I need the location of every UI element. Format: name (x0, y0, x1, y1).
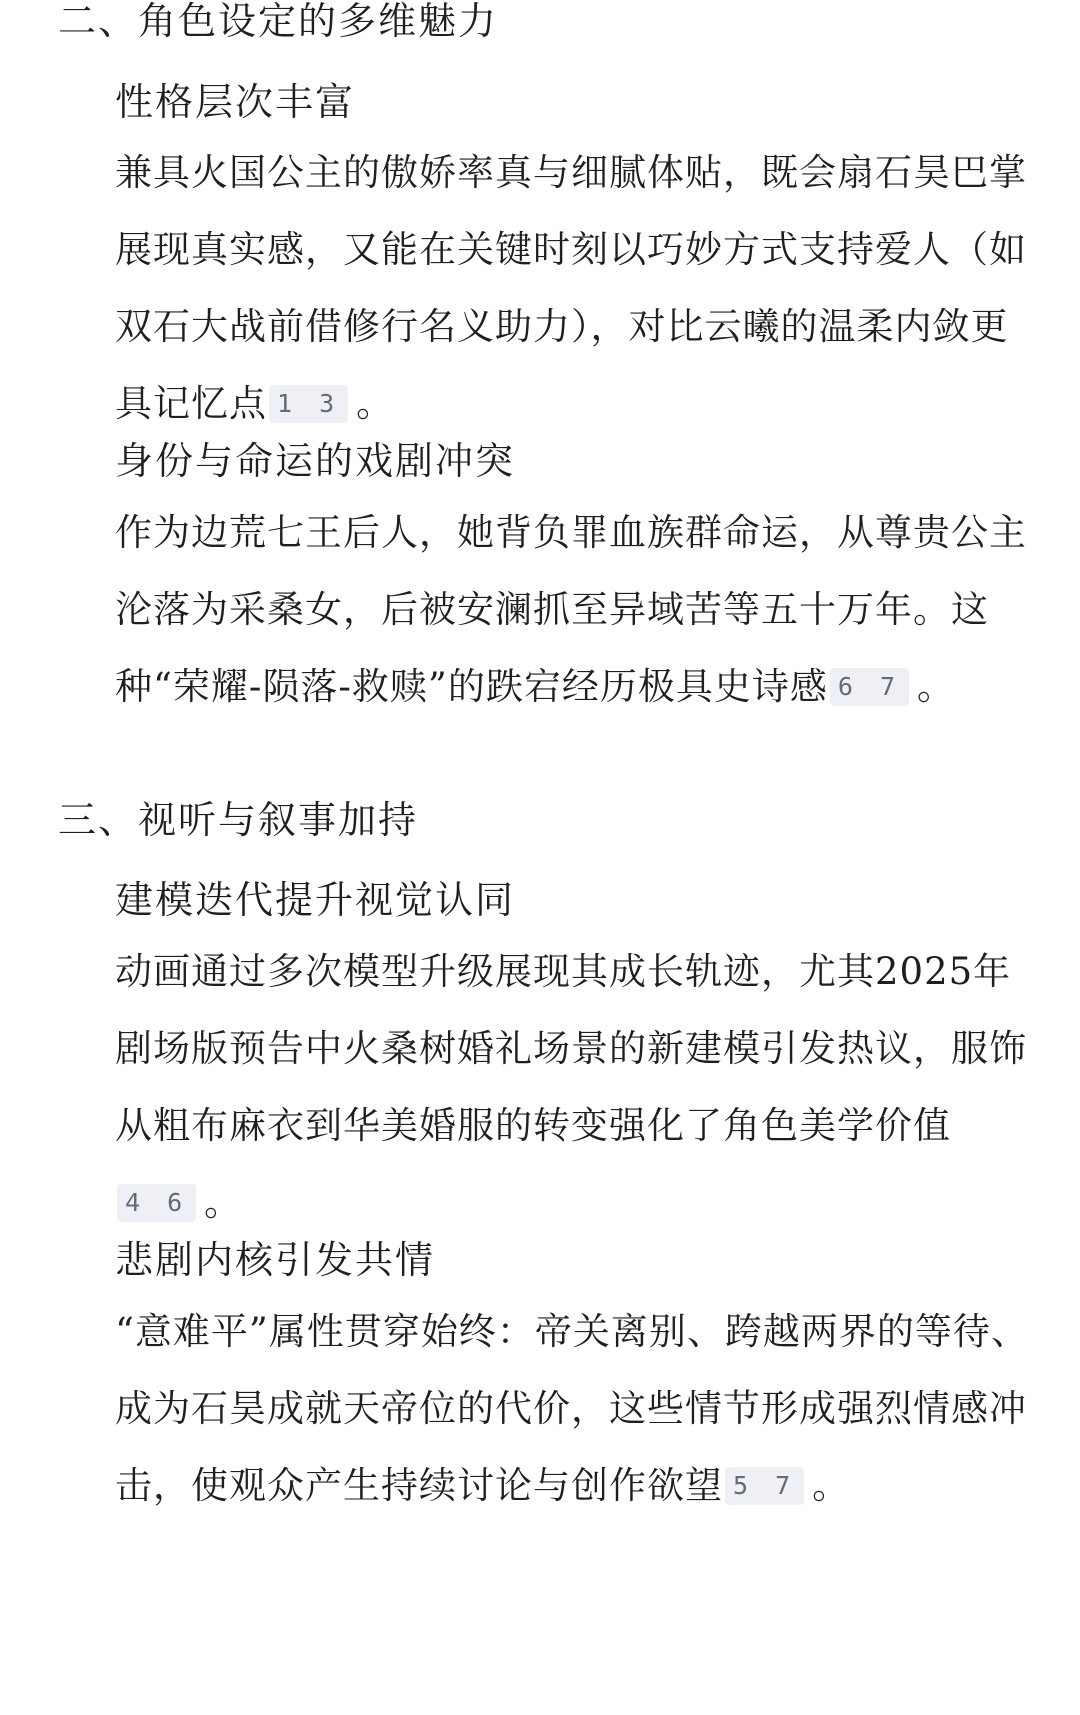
paragraph-end-punct: 。 (356, 382, 395, 425)
paragraph-end-punct: 。 (812, 1464, 851, 1507)
citation-badge[interactable]: 5 7 (725, 1467, 804, 1505)
paragraph-personality (115, 134, 1030, 442)
paragraph-identity (115, 494, 1030, 725)
paragraph-modeling (115, 933, 1030, 1241)
paragraph-end-punct: 。 (917, 665, 955, 708)
paragraph-text: 作为边荒七王后人，她背负罪血族群命运，从尊贵公主沦落为采桑女，后被安澜抓至异域苦等五十万年。这种“荣耀-陨落-救赎”的跌宕经历极具史诗感 (115, 511, 1027, 708)
paragraph-text: 兼具火国公主的傲娇率真与细腻体贴，既会扇石昊巴掌展现真实感，又能在关键时刻以巧妙方式支持爱人（如双石大战前借修行名义助力），对比云曦的温柔内敛更具记忆点 (115, 151, 1027, 425)
subsection-title-identity: 身份与命运的戏剧冲突 (115, 439, 516, 483)
citation-badge[interactable]: 1 3 (269, 385, 348, 423)
section-title-character: 二、角色设定的多维魅力 (58, 0, 499, 43)
subsection-title-tragedy: 悲剧内核引发共情 (115, 1238, 436, 1282)
paragraph-text: 动画通过多次模型升级展现其成长轨迹，尤其2025年剧场版预告中火桑树婚礼场景的新建模引发热议，服饰从粗布麻衣到华美婚服的转变强化了角色美学价值 (115, 950, 1027, 1147)
paragraph-text: “意难平”属性贯穿始终：帝关离别、跨越两界的等待、成为石昊成就天帝位的代价，这些情节形成强烈情感冲击，使观众产生持续讨论与创作欲望 (115, 1310, 1029, 1507)
subsection-title-personality: 性格层次丰富 (115, 80, 356, 124)
citation-badge[interactable]: 4 6 (117, 1184, 196, 1222)
paragraph-end-punct: 。 (204, 1181, 243, 1224)
citation-badge[interactable]: 6 7 (830, 668, 909, 706)
subsection-title-modeling: 建模迭代提升视觉认同 (115, 878, 516, 922)
section-title-audiovisual: 三、视听与叙事加持 (58, 798, 419, 842)
paragraph-tragedy (115, 1293, 1030, 1524)
